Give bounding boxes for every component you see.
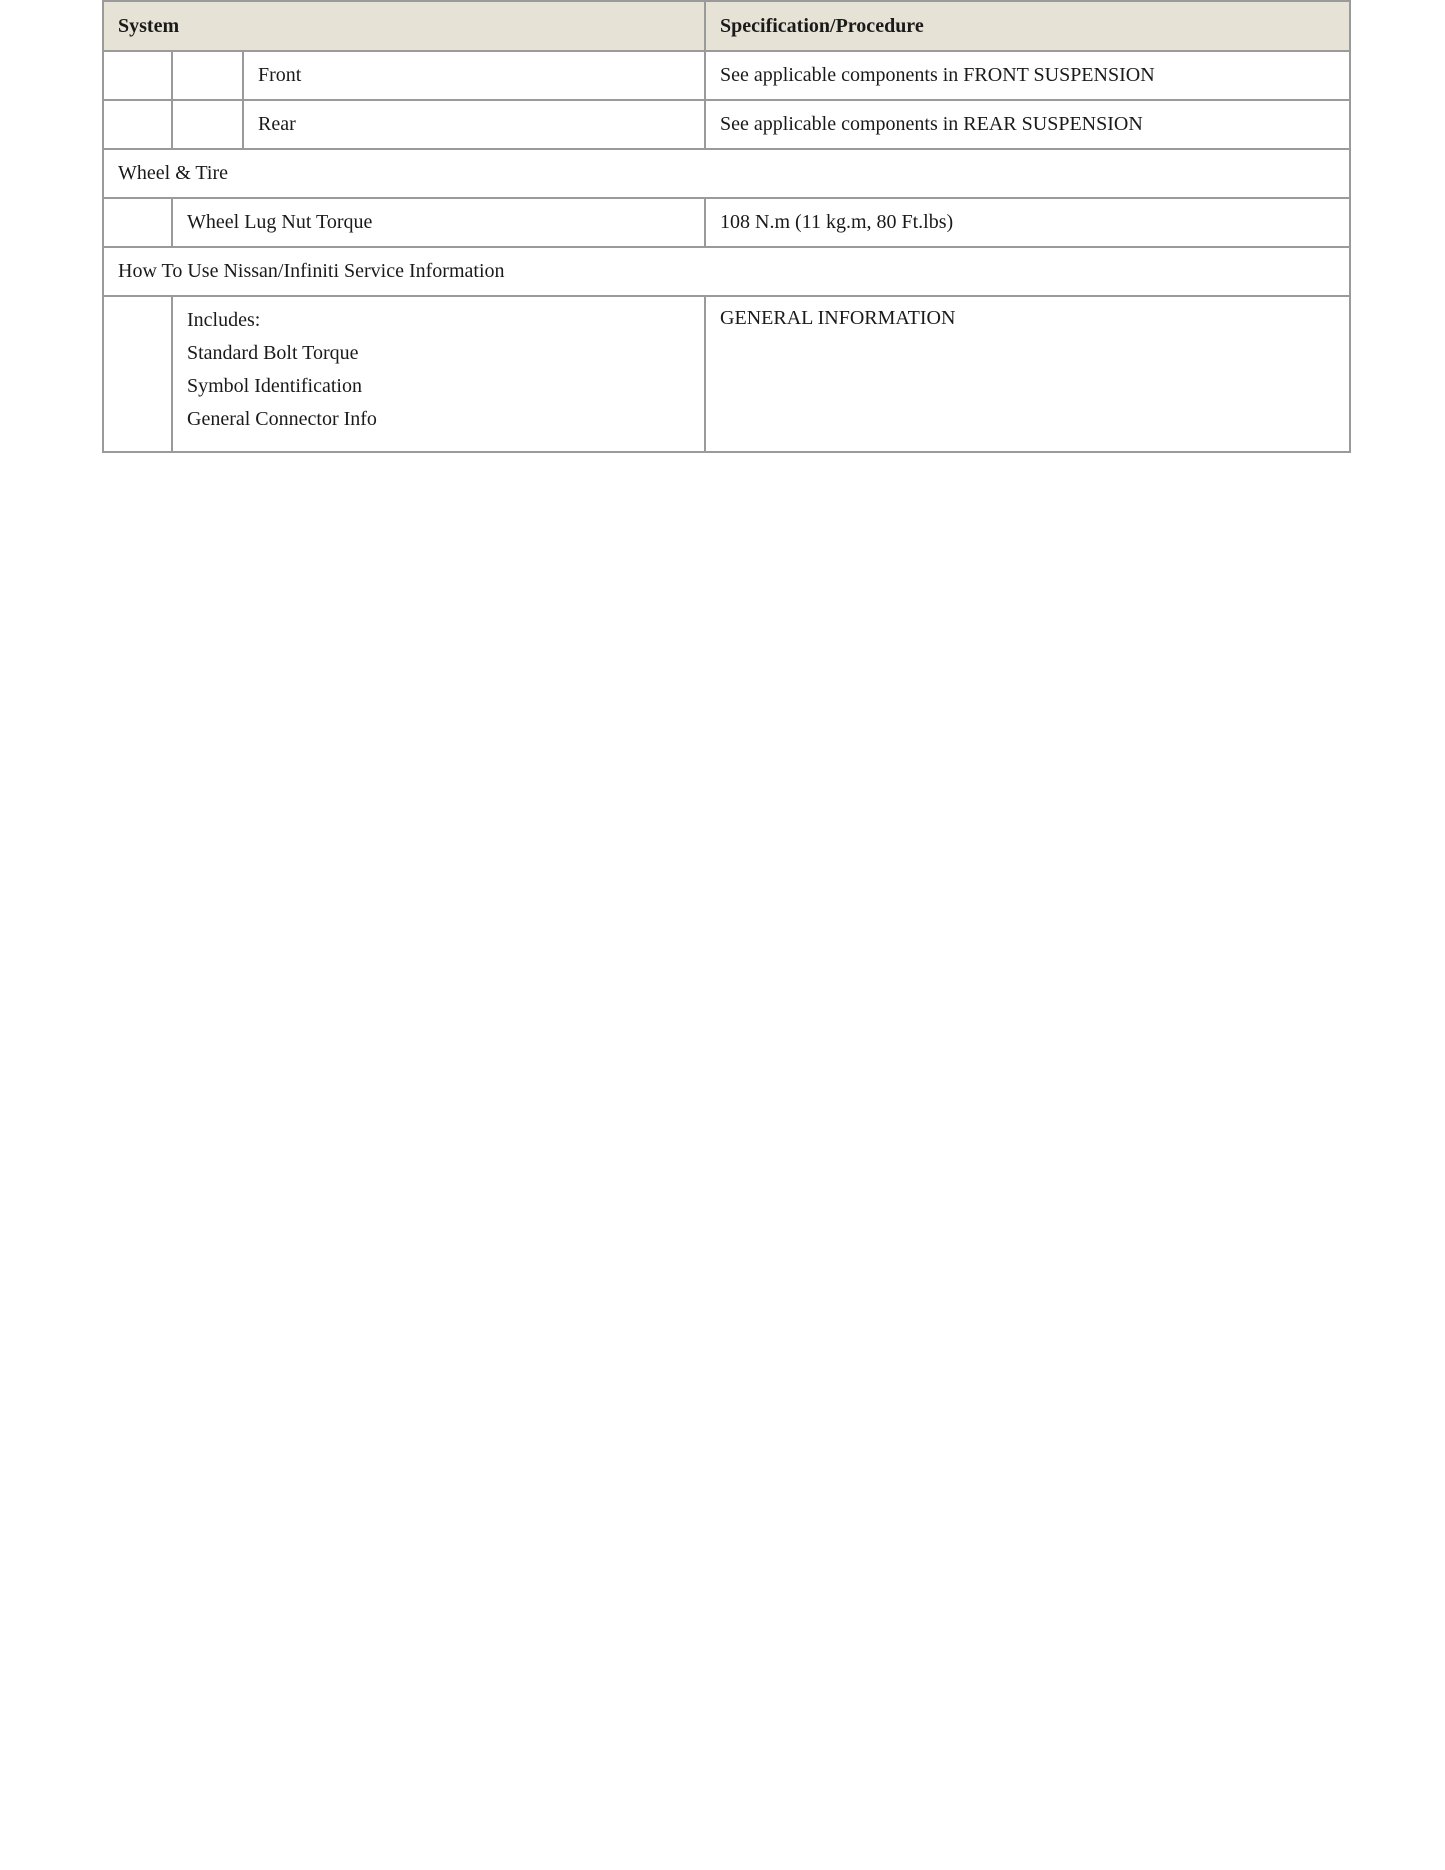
section-title-wheel-tire: Wheel & Tire [103, 149, 1350, 198]
row-spec-lug-nut: 108 N.m (11 kg.m, 80 Ft.lbs) [705, 198, 1350, 247]
row-label-includes [172, 296, 705, 452]
row-label-rear: Rear [243, 100, 705, 149]
includes-line: General Connector Info [187, 408, 377, 430]
table-row-lug-nut [103, 198, 1350, 247]
indent-cell [103, 198, 172, 247]
indent-cell [172, 100, 243, 149]
table-section-wheel-tire [103, 149, 1350, 198]
includes-line: Symbol Identification [187, 375, 362, 397]
row-label-lug-nut: Wheel Lug Nut Torque [172, 198, 705, 247]
includes-line: Standard Bolt Torque [187, 342, 359, 364]
indent-cell [103, 100, 172, 149]
indent-cell [103, 296, 172, 452]
row-spec-includes: GENERAL INFORMATION [705, 296, 1350, 452]
header-system: System [103, 1, 705, 51]
table-row-rear [103, 100, 1350, 149]
header-specification: Specification/Procedure [705, 1, 1350, 51]
indent-cell [172, 51, 243, 100]
includes-line: Includes: [187, 309, 261, 331]
specification-table [102, 0, 1351, 453]
table-row-front [103, 51, 1350, 100]
row-label-front: Front [243, 51, 705, 100]
row-spec-front: See applicable components in FRONT SUSPENSION [705, 51, 1350, 100]
section-title-how-to: How To Use Nissan/Infiniti Service Information [103, 247, 1350, 296]
table-header-row [103, 1, 1350, 51]
row-spec-rear: See applicable components in REAR SUSPENSION [705, 100, 1350, 149]
indent-cell [103, 51, 172, 100]
table-row-includes [103, 296, 1350, 452]
table-section-how-to [103, 247, 1350, 296]
